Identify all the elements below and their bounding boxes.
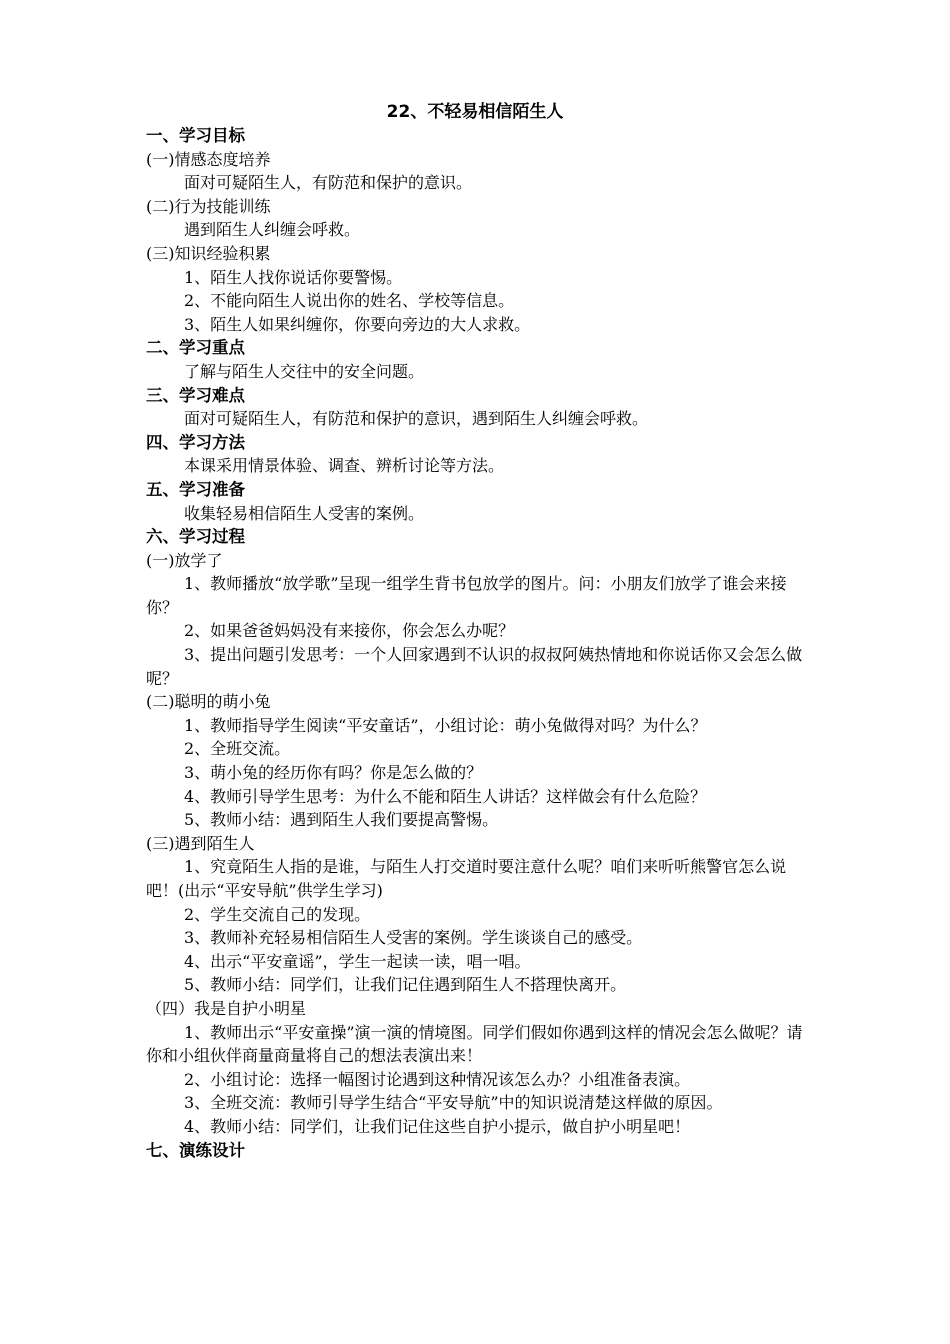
body-line: 2、全班交流。 [184, 739, 291, 759]
body-line: 4、教师引导学生思考：为什么不能和陌生人讲话？这样做会有什么危险？ [184, 786, 707, 806]
subsection-heading: (三)遇到陌生人 [146, 833, 255, 853]
body-paragraph: 3、提出问题引发思考：一个人回家遇到不认识的叔叔阿姨热情地和你说话你又会怎么做呢？ [146, 645, 803, 688]
body-line: 4、出示“平安童谣”，学生一起读一读，唱一唱。 [184, 951, 531, 971]
body-line: 面对可疑陌生人，有防范和保护的意识。 [184, 173, 473, 193]
section-heading: 六、学习过程 [146, 527, 245, 547]
subsection-heading: (二)聪明的萌小兔 [146, 692, 271, 712]
body-paragraph: 3、全班交流：教师引导学生结合“平安导航”中的知识说清楚这样做的原因。 [184, 1093, 723, 1113]
body-line: 4、教师小结：同学们，让我们记住这些自护小提示，做自护小明星吧！ [184, 1116, 691, 1136]
body-line: 了解与陌生人交往中的安全问题。 [184, 361, 425, 381]
subsection-heading: (一)放学了 [146, 550, 223, 570]
body-line: 5、教师小结：遇到陌生人我们要提高警惕。 [184, 810, 499, 830]
body-line: 1、教师指导学生阅读“平安童话”，小组讨论：萌小兔做得对吗？为什么？ [184, 715, 707, 735]
section-heading: 一、学习目标 [146, 126, 245, 145]
body-line: 2、小组讨论：选择一幅图讨论遇到这种情况该怎么办？小组准备表演。 [184, 1069, 691, 1089]
subsection-heading: (二)行为技能训练 [146, 196, 271, 216]
body-line: 5、教师小结：同学们，让我们记住遇到陌生人不搭理快离开。 [184, 975, 627, 995]
body-paragraph: 1、教师出示“平安童操”演一演的情境图。同学们假如你遇到这样的情况会怎么做呢？请你和小组伙伴商量商量将自己的想法表演出来！ [146, 1022, 803, 1066]
body-line: 1、陌生人找你说话你要警惕。 [184, 267, 403, 287]
body-line: 遇到陌生人纠缠会呼救。 [184, 220, 361, 240]
body-line: 3、教师补充轻易相信陌生人受害的案例。学生谈谈自己的感受。 [184, 928, 643, 948]
section-heading: 七、演练设计 [146, 1140, 245, 1160]
body-paragraph: 1、究竟陌生人指的是谁，与陌生人打交道时要注意什么呢？咱们来听听熊警官怎么说吧！(出示“平安导航”供学生学习) [146, 857, 787, 900]
body-line: 面对可疑陌生人，有防范和保护的意识，遇到陌生人纠缠会呼救。 [184, 409, 649, 429]
subsection-heading: (一)情感态度培养 [146, 149, 271, 169]
subsection-heading: (三)知识经验积累 [146, 243, 271, 263]
body-line: 2、如果爸爸妈妈没有来接你，你会怎么办呢？ [184, 621, 515, 641]
page-title: 22、不轻易相信陌生人 [386, 102, 564, 122]
body-line: 2、学生交流自己的发现。 [184, 904, 371, 924]
section-heading: 四、学习方法 [146, 432, 245, 452]
section-heading: 二、学习重点 [146, 338, 245, 358]
body-paragraph: 1、教师播放“放学歌”呈现一组学生背书包放学的图片。问：小朋友们放学了谁会来接你？ [146, 574, 787, 617]
body-line: 收集轻易相信陌生人受害的案例。 [184, 503, 425, 523]
body-line: 本课采用情景体验、调查、辨析讨论等方法。 [184, 456, 505, 476]
section-heading: 五、学习准备 [146, 479, 245, 499]
body-line: 3、陌生人如果纠缠你，你要向旁边的大人求救。 [184, 314, 531, 334]
section-heading: 三、学习难点 [146, 385, 245, 405]
body-line: 2、不能向陌生人说出你的姓名、学校等信息。 [184, 291, 515, 311]
document-body [146, 124, 810, 1162]
subsection-heading: （四）我是自护小明星 [146, 998, 307, 1018]
body-line: 3、萌小兔的经历你有吗？你是怎么做的？ [184, 763, 483, 783]
